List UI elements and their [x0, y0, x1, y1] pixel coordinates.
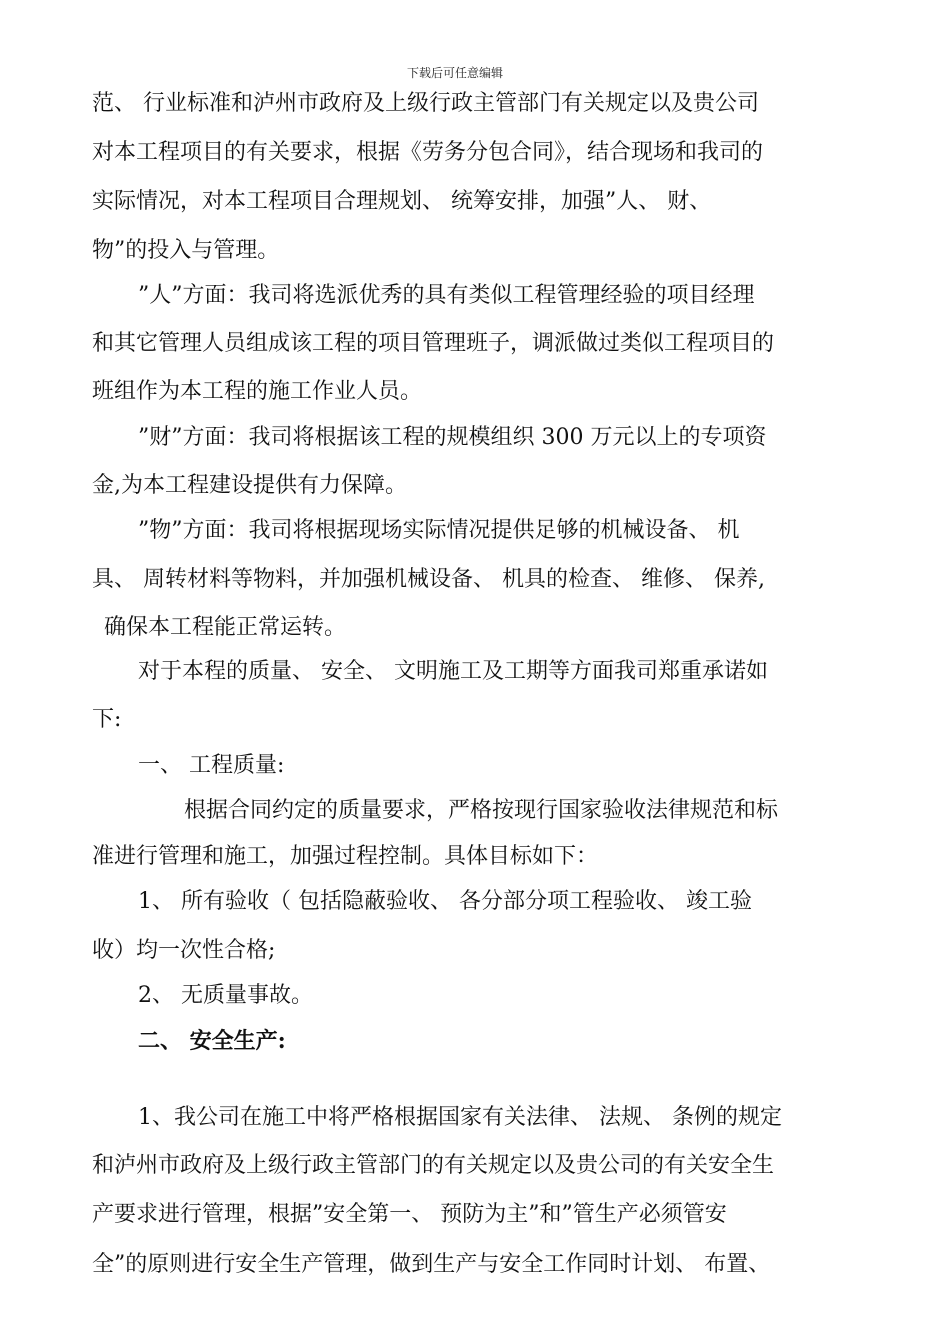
text-line: 物”的投入与管理。 [92, 238, 280, 263]
text-line: 范、 行业标准和泸州市政府及上级行政主管部门有关规定以及贵公司 [92, 91, 759, 116]
text-line: 收）均一次性合格; [92, 938, 276, 963]
text-line: 对本工程项目的有关要求，根据《劳务分包合同》，结合现场和我司的 [92, 140, 764, 165]
text-line: ”财”方面：我司将根据该工程的规模组织 300 万元以上的专项资 [138, 425, 767, 450]
section-heading-safety: 二、 安全生产: [138, 1028, 286, 1054]
text-line: 和其它管理人员组成该工程的项目管理班子，调派做过类似工程项目的 [92, 331, 775, 356]
text-line: 全”的原则进行安全生产管理，做到生产与安全工作同时计划、 布置、 [92, 1252, 771, 1277]
text-line: 根据合同约定的质量要求，严格按现行国家验收法律规范和标 [184, 798, 779, 823]
text-line: 准进行管理和施工，加强过程控制。具体目标如下： [92, 844, 599, 869]
text-line: 确保本工程能正常运转。 [104, 615, 347, 640]
text-line: 下: [92, 707, 122, 732]
text-line: ”人”方面：我司将选派优秀的具有类似工程管理经验的项目经理 [138, 283, 755, 308]
text-line: 对于本程的质量、 安全、 文明施工及工期等方面我司郑重承诺如 [138, 659, 768, 684]
text-line: 金,为本工程建设提供有力保障。 [92, 473, 407, 498]
list-item: 1、 所有验收（ 包括隐蔽验收、 各分部分项工程验收、 竣工验 [138, 889, 752, 914]
text-line: 实际情况，对本工程项目合理规划、 统筹安排，加强”人、 财、 [92, 189, 712, 214]
text-line: ”物”方面：我司将根据现场实际情况提供足够的机械设备、 机 [138, 518, 740, 543]
page-header-note: 下载后可任意编辑 [406, 66, 503, 80]
text-line: 具、 周转材料等物料，并加强机械设备、 机具的检查、 维修、 保养, [92, 567, 765, 592]
list-item: 1、我公司在施工中将严格根据国家有关法律、 法规、 条例的规定 [138, 1105, 782, 1130]
text-line: 班组作为本工程的施工作业人员。 [92, 379, 423, 404]
text-line: 和泸州市政府及上级行政主管部门的有关规定以及贵公司的有关安全生 [92, 1153, 775, 1178]
text-line: 产要求进行管理，根据”安全第一、 预防为主”和”管生产必须管安 [92, 1202, 727, 1227]
section-heading-quality: 一、 工程质量: [138, 753, 285, 778]
list-item: 2、 无质量事故。 [138, 983, 313, 1008]
